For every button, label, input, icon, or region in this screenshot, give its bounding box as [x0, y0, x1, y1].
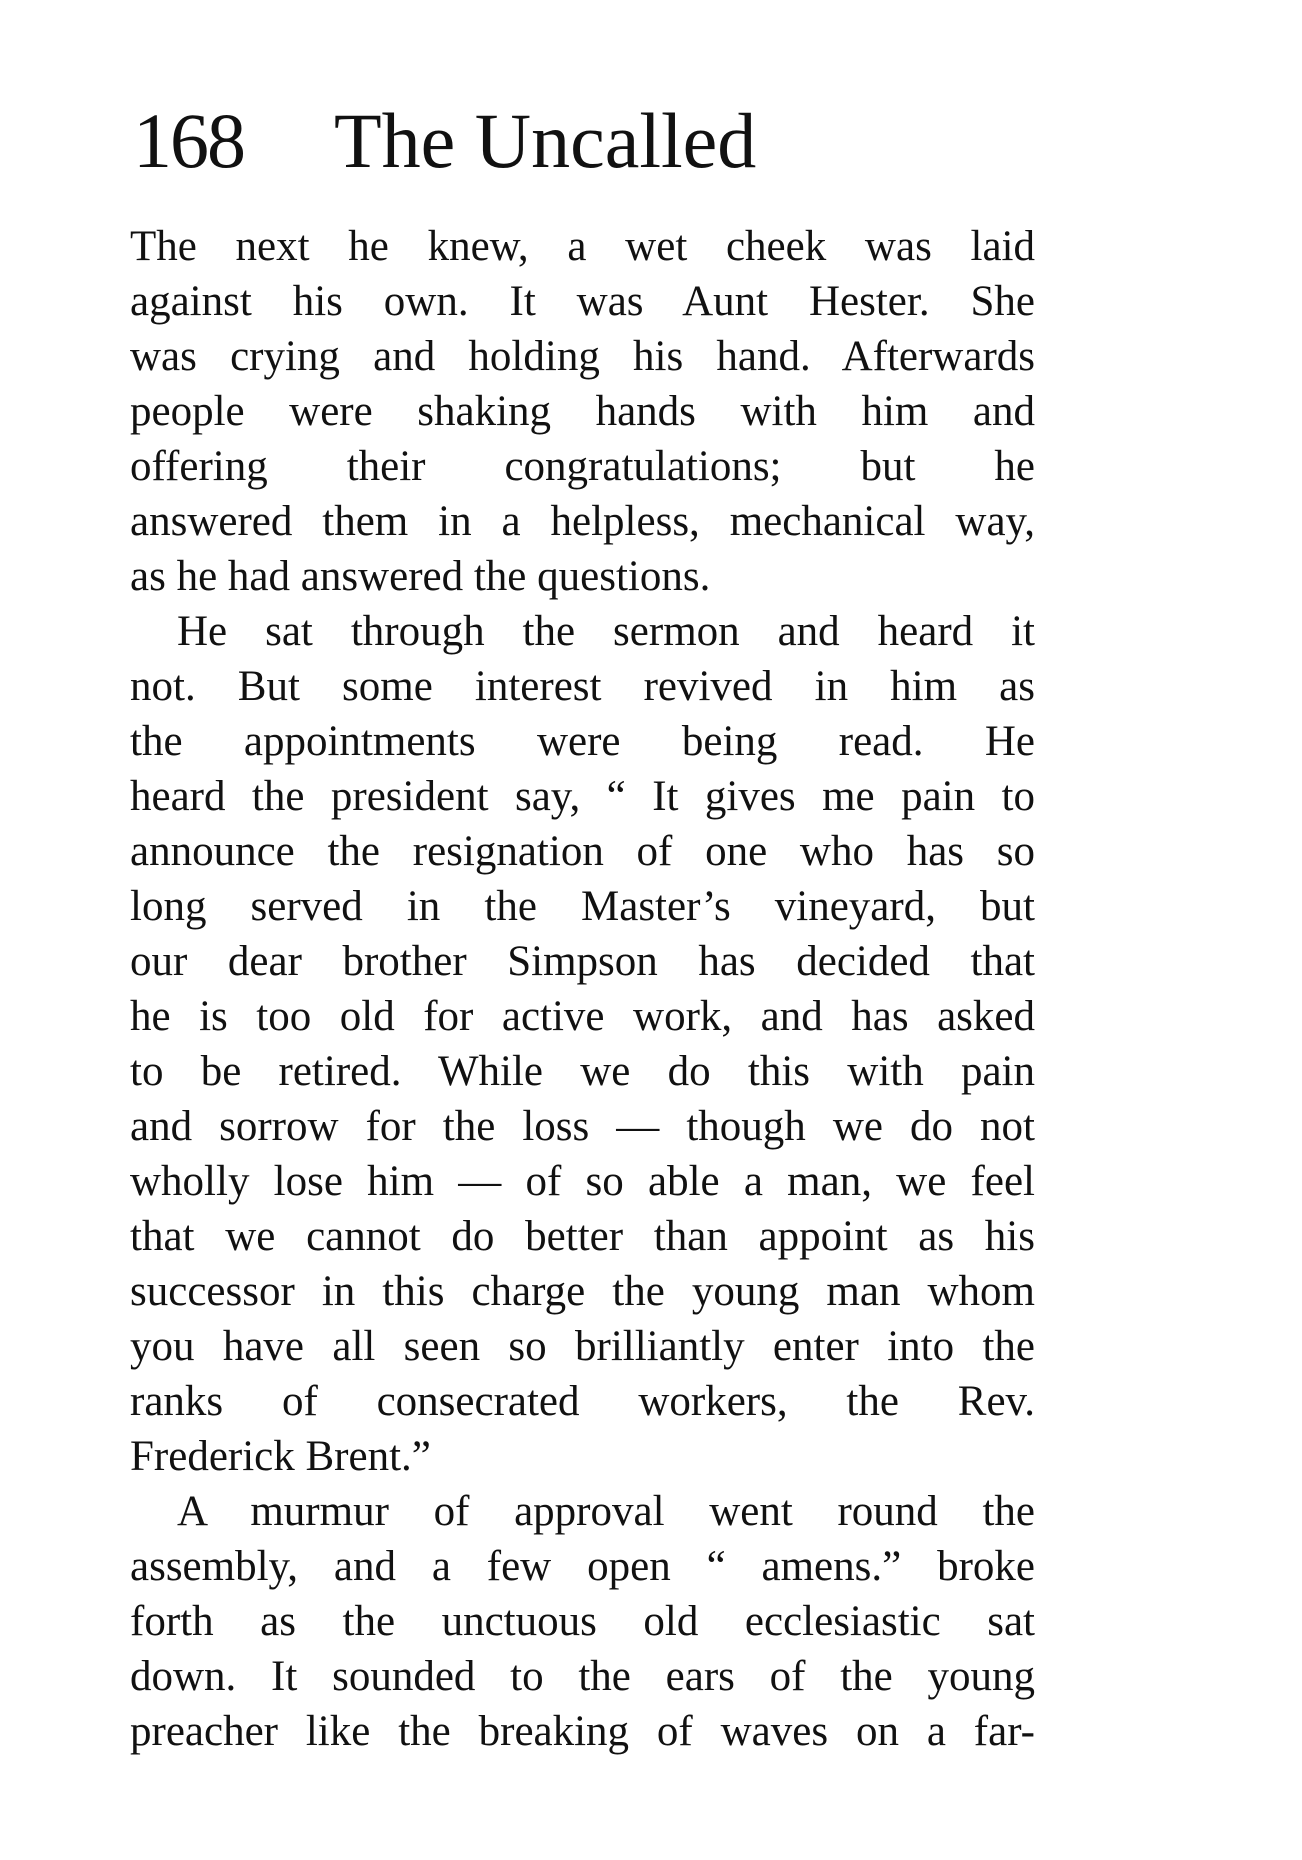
text-line: down. It sounded to the ears of the young	[130, 1653, 1035, 1700]
text-line: ranks of consecrated workers, the Rev.	[130, 1378, 1035, 1425]
paragraph	[130, 604, 1035, 1484]
paragraph	[130, 1484, 1035, 1759]
text-line: not. But some interest revived in him as	[130, 663, 1035, 710]
text-line: Frederick Brent.”	[130, 1433, 431, 1480]
text-line: heard the president say, “ It gives me pain to	[130, 773, 1035, 820]
text-line: long served in the Master’s vineyard, but	[130, 883, 1035, 930]
text-line: assembly, and a few open “ amens.” broke	[130, 1543, 1035, 1590]
book-title: The Uncalled	[334, 97, 757, 184]
text-line: he is too old for active work, and has asked	[130, 993, 1035, 1040]
text-line: you have all seen so brilliantly enter into the	[130, 1323, 1035, 1370]
text-line: A murmur of approval went round the	[177, 1488, 1035, 1535]
text-line: wholly lose him — of so able a man, we feel	[130, 1158, 1035, 1205]
body-text	[130, 219, 1035, 1759]
page-number: 168	[133, 97, 244, 184]
text-line: He sat through the sermon and heard it	[177, 608, 1035, 655]
text-line: the appointments were being read. He	[130, 718, 1035, 765]
text-line: as he had answered the questions.	[130, 553, 711, 600]
text-line: preacher like the breaking of waves on a far-	[130, 1708, 1035, 1755]
text-line: forth as the unctuous old ecclesiastic sat	[130, 1598, 1035, 1645]
text-line: our dear brother Simpson has decided that	[130, 938, 1035, 985]
paragraph	[130, 219, 1035, 604]
text-line: announce the resignation of one who has so	[130, 828, 1035, 875]
running-head	[133, 97, 757, 184]
text-line: that we cannot do better than appoint as his	[130, 1213, 1035, 1260]
text-line: to be retired. While we do this with pain	[130, 1048, 1035, 1095]
text-line: and sorrow for the loss — though we do not	[130, 1103, 1035, 1150]
text-line: against his own. It was Aunt Hester. She	[130, 278, 1035, 325]
text-line: people were shaking hands with him and	[130, 388, 1035, 435]
text-line: was crying and holding his hand. Afterwards	[130, 333, 1035, 380]
text-line: answered them in a helpless, mechanical way,	[130, 498, 1035, 545]
text-line: The next he knew, a wet cheek was laid	[130, 223, 1035, 270]
text-line: offering their congratulations; but he	[130, 443, 1035, 490]
text-line: successor in this charge the young man whom	[130, 1268, 1035, 1315]
